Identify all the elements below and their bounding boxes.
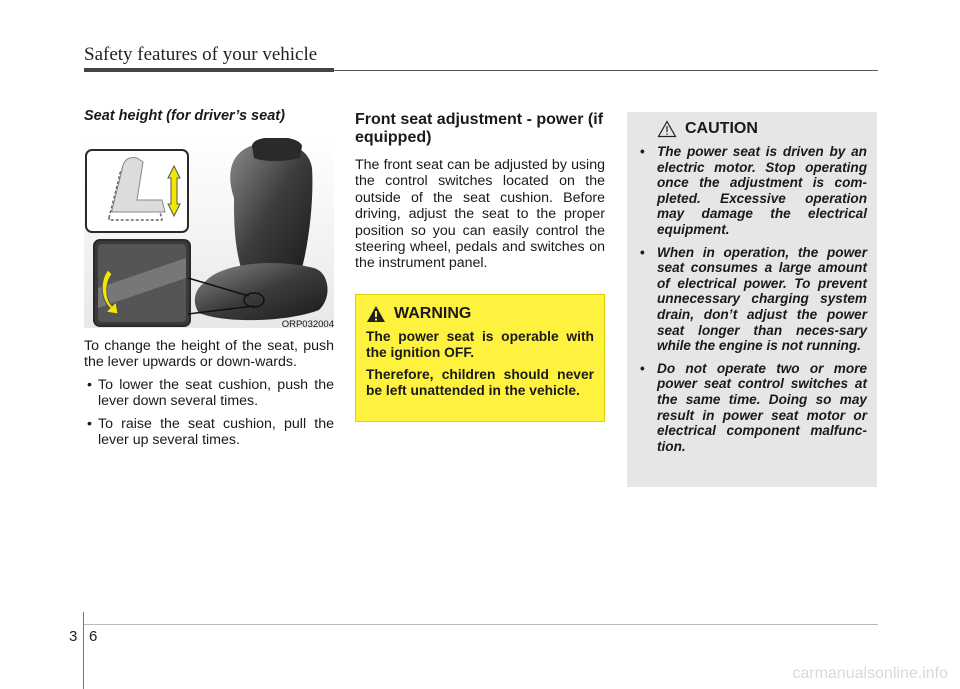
watermark: carmanualsonline.info <box>792 665 948 682</box>
header-rule-thin <box>334 70 878 71</box>
chapter-number: 3 <box>69 628 78 645</box>
seat-height-intro: To change the height of the seat, push the lever upwards or down-wards. <box>84 338 334 371</box>
footer-hline <box>84 624 878 625</box>
footer-vline <box>83 612 84 689</box>
seat-back <box>230 143 312 278</box>
figure-code: ORP032004 <box>281 319 334 330</box>
page-number: 6 <box>89 628 98 645</box>
front-seat-heading: Front seat adjustment - power (if equipped) <box>355 111 604 146</box>
caution-triangle-icon <box>657 120 677 138</box>
front-seat-body: The front seat can be adjusted by using the control switches located on the outside of the seat cushion. Before driving, adjust the seat to the proper position so you can easily control the steering wheel, pedals and switches on the instrument panel. <box>355 157 605 272</box>
header-title: Safety features of your vehicle <box>84 44 318 65</box>
warning-triangle-icon <box>366 305 386 323</box>
warning-text: Therefore, children should never be left unattended in the vehicle. <box>366 367 594 398</box>
list-item: • To raise the seat cushion, pull the lever up several times. <box>84 416 334 449</box>
caution-box <box>627 112 877 487</box>
caution-list <box>637 144 867 454</box>
seat-height-section <box>84 108 334 454</box>
seat-illustration <box>84 138 334 328</box>
seat-height-heading: Seat height (for driver’s seat) <box>84 108 285 124</box>
seat-headrest <box>252 138 302 161</box>
header-rule-thick <box>84 68 334 72</box>
list-item: • When in operation, the power seat consumes a large amount of electrical power. To prevent unnecessary charging system drain, don’t adjust the power seat longer than neces-sary while the engine is not running. <box>637 245 867 354</box>
front-seat-section <box>355 111 605 278</box>
list-item: • The power seat is driven by an electric motor. Stop operating once the adjustment is com-pleted. Excessive operation may damage the electrical equipment. <box>637 144 867 238</box>
warning-text: The power seat is operable with the ignition OFF. <box>366 329 594 360</box>
warning-title: WARNING <box>394 305 472 322</box>
warning-box <box>355 294 605 422</box>
seat-photo-figure <box>84 138 334 328</box>
list-item: • Do not operate two or more power seat control switches at the same time. Doing so may result in power seat motor or electrical component malfunc-tion. <box>637 361 867 455</box>
seat-height-bullets <box>84 377 334 449</box>
list-item: • To lower the seat cushion, push the lever down several times. <box>84 377 334 410</box>
caution-title: CAUTION <box>685 120 758 137</box>
